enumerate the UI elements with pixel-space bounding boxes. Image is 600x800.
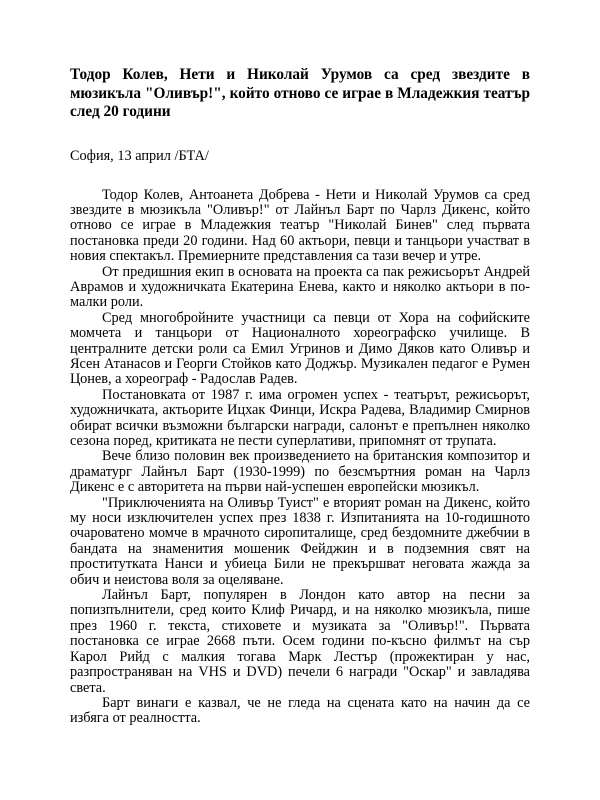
article-paragraph: Тодор Колев, Антоанета Добрева - Нети и Николай Урумов са сред звездите в мюзикъла "Оливър!" от Лайнъл Барт по Чарлз Дикенс, който отново се играе в Младежкия театър "Николай Бинев" след първата постановка преди 20 години. Над 60 актьори, певци и танцьори участват в новия спектакъл. Премиерните представления са тази вечер и утре. (70, 186, 530, 265)
article-paragraph: Лайнъл Барт, популярен в Лондон като автор на песни за попизпълнители, сред които Клиф Ричард, и на няколко мюзикъла, пише през 1960 г. текста, стиховете и музиката за "Оливър!". Първата постановка се играе 2668 пъти. Осем години по-късно филмът на сър Карол Рийд с малкия тогава Марк Лестър (прожектиран у нас, разпространяван на VHS и DVD) печели 6 награди "Оскар" и завладява света. (70, 587, 530, 696)
document-page (70, 66, 530, 727)
article-paragraph: Вече близо половин век произведението на британския композитор и драматург Лайнъл Барт (1930-1999) по безсмъртния роман на Чарлз Дикенс е с авторитета на първи най-успешен европейски мюзикъл. (70, 448, 530, 496)
article-headline: Тодор Колев, Нети и Николай Урумов са сред звездите в мюзикъла "Оливър!", който отново се играе в Младежкия театър след 20 години (70, 66, 530, 120)
article-paragraph: От предишния екип в основата на проекта са пак режисьорът Андрей Аврамов и художничката Екатерина Енева, както и няколко актьори в по-малки роли. (70, 263, 530, 311)
article-paragraph: "Приключенията на Оливър Туист" е вторият роман на Дикенс, който му носи изключителен успех през 1838 г. Изпитанията на 10-годишното очароватено момче в мрачното сиропиталище, сред бездомните джебчии в бандата на знаменития мошеник Фейджин и в подземния свят на проститутката Нанси и убиеца Били не прекършват неговата жажда за обич и неистова воля за оцеляване. (70, 494, 530, 588)
article-dateline: София, 13 април /БТА/ (70, 147, 209, 164)
article-paragraph: Сред многобройните участници са певци от Хора на софийските момчета и танцьори от Националното хореографско училище. В централните детски роли са Емил Угринов и Димо Дяков като Оливър и Ясен Атанасов и Георги Стойков като Доджър. Музикален педагог е Румен Цонев, а хореограф - Радослав Радев. (70, 309, 530, 388)
article-paragraph: Барт винаги е казвал, че не гледа на сцената като на начин да се избяга от реалността. (70, 694, 530, 727)
article-body (70, 188, 530, 727)
article-paragraph: Постановката от 1987 г. има огромен успех - театърът, режисьорът, художничката, актьорите Ицхак Финци, Искра Радева, Владимир Смирнов обират всички възможни български награди, салонът е препълнен няколко сезона поред, критиката не пести суперлативи, припомнят от трупата. (70, 386, 530, 449)
